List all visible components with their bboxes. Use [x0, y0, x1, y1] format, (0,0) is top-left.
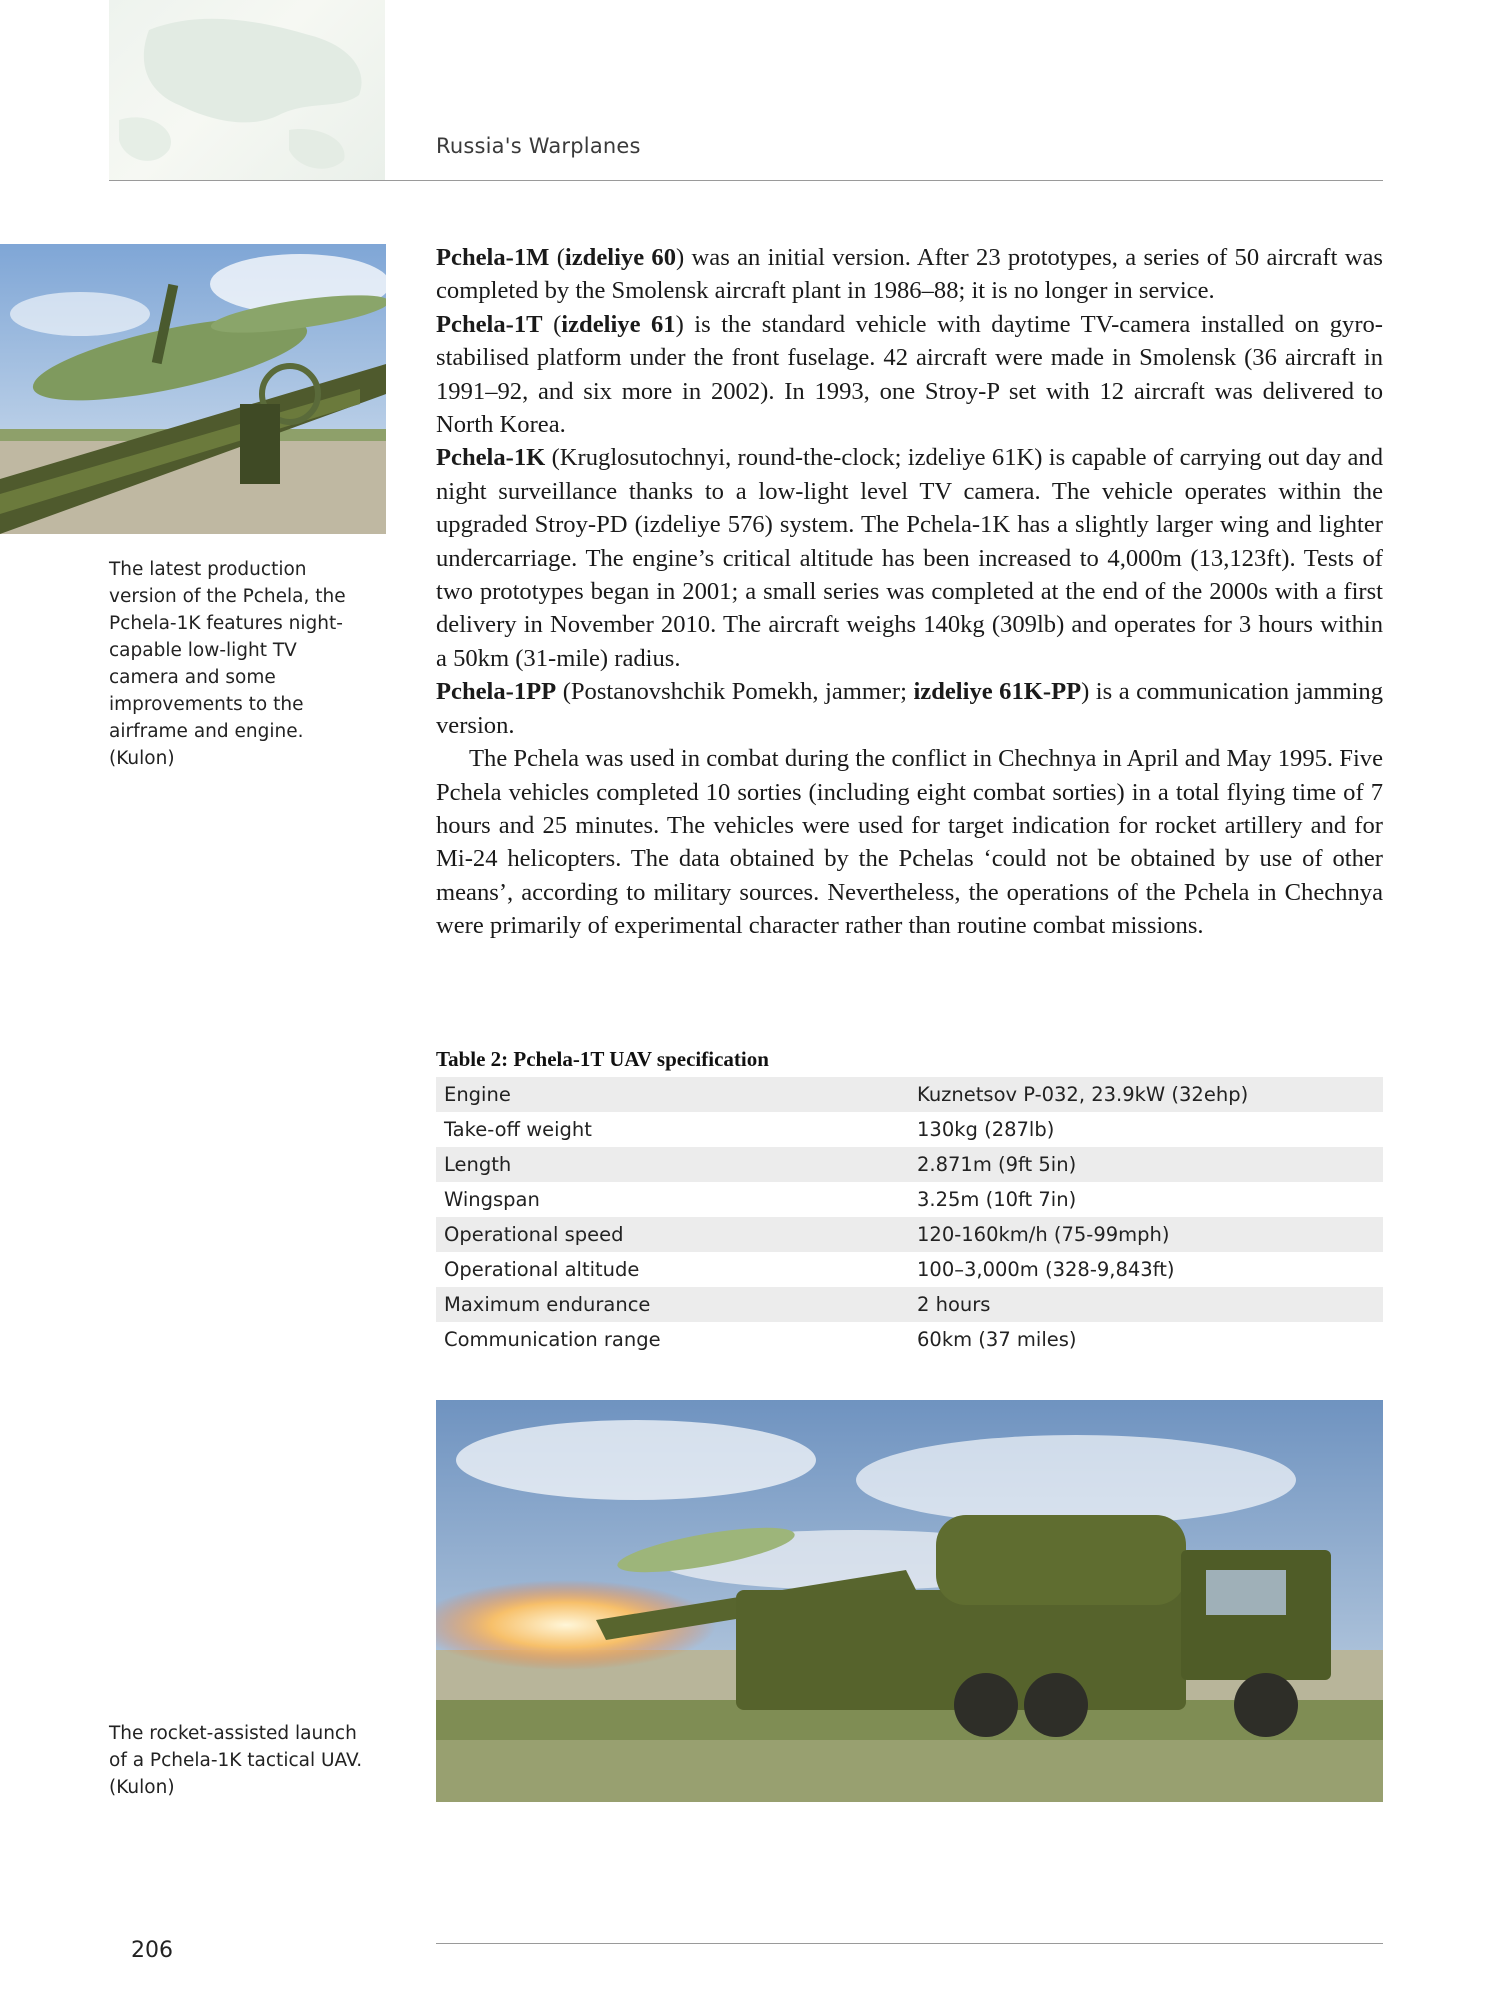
- spec-label: Engine: [436, 1077, 909, 1112]
- paragraph-pchela-1t: Pchela-1T (izdeliye 61) is the standard vehicle with daytime TV-camera installed on gyro-stabilised platform under the front fuselage. 42 aircraft were made in Smolensk (36 aircraft in 1991–92, and six more in 2002). In 1993, one Stroy-P set with 12 aircraft was delivered to North Korea.: [436, 310, 1383, 439]
- variant-name: Pchela-1T: [436, 310, 543, 338]
- table-row: [436, 1322, 1383, 1357]
- spec-label: Operational altitude: [444, 1258, 640, 1281]
- spec-value: 3.25m (10ft 7in): [917, 1188, 1077, 1211]
- spec-value: 100–3,000m (328-9,843ft): [917, 1258, 1175, 1281]
- variant-name: Pchela-1K: [436, 444, 546, 472]
- paragraph-combat-use: The Pchela was used in combat during the conflict in Chechnya in April and May 1995. Five Pchela vehicles completed 10 sorties (including eight combat sorties) in a total flying time of 7 hours and 25 minutes. The vehicles were used for target indication for rocket artillery and for Mi-24 helicopters. The data obtained by the Pchelas ‘could not be obtained by use of other means’, according to military sources. Nevertheless, the operations of the Pchela in Chechnya were primarily of experimental character rather than routine combat missions.: [436, 745, 1383, 940]
- table-row: [436, 1252, 1383, 1287]
- spec-table: [436, 1077, 1383, 1357]
- spec-value: Kuznetsov P-032, 23.9kW (32ehp): [909, 1077, 1383, 1112]
- photo-credit: (Kulon): [109, 748, 175, 769]
- caption-text: The rocket-assisted launch of a Pchela-1K tactical UAV.: [109, 1723, 363, 1771]
- header-map-background: [109, 0, 385, 180]
- photo-credit: (Kulon): [109, 1777, 175, 1798]
- designation: izdeliye 61: [561, 310, 676, 338]
- body-text: [436, 241, 1383, 943]
- spec-value: 2 hours: [909, 1287, 1383, 1322]
- map-graphic: [109, 0, 385, 180]
- photo-rocket-assisted-launch: [436, 1400, 1383, 1802]
- spec-value: 2.871m (9ft 5in): [909, 1147, 1383, 1182]
- table-row: [436, 1217, 1383, 1252]
- header-divider: [109, 180, 1383, 181]
- page-number: 206: [131, 1938, 173, 1963]
- variant-name: Pchela-1M: [436, 244, 550, 271]
- spec-label: Maximum endurance: [436, 1287, 909, 1322]
- spec-label: Take-off weight: [444, 1118, 592, 1141]
- photo-caption-top: [109, 556, 371, 772]
- paragraph-pchela-1pp: Pchela-1PP (Postanovshchik Pomekh, jammer; izdeliye 61K-PP) is a communication jamming version.: [436, 678, 1384, 739]
- spec-value: 120-160km/h (75-99mph): [909, 1217, 1383, 1252]
- caption-text: The latest production version of the Pchela, the Pchela-1K features night-capable low-light TV camera and some improvements to the airframe and engine.: [109, 559, 346, 742]
- spec-label: Wingspan: [444, 1188, 540, 1211]
- variant-name: Pchela-1PP: [436, 678, 557, 706]
- spec-label: Communication range: [444, 1328, 661, 1351]
- spec-label: Operational speed: [436, 1217, 909, 1252]
- photo-pchela-1k-on-launcher: [0, 244, 386, 534]
- paragraph-pchela-1m: Pchela-1M (izdeliye 60) was an initial version. After 23 prototypes, a series of 50 aircraft was completed by the Smolensk aircraft plant in 1986–88; it is no longer in service.: [436, 244, 1384, 305]
- footer-divider: [436, 1943, 1383, 1944]
- designation: izdeliye 61K-PP: [913, 678, 1082, 706]
- table-row: [436, 1182, 1383, 1217]
- running-title: Russia's Warplanes: [436, 134, 641, 158]
- photo-caption-bottom: [109, 1720, 379, 1801]
- spec-label: Length: [436, 1147, 909, 1182]
- table-row: [436, 1287, 1383, 1322]
- spec-value: 60km (37 miles): [917, 1328, 1077, 1351]
- table-row: [436, 1112, 1383, 1147]
- table-title: Table 2: Pchela-1T UAV specification: [436, 1047, 769, 1071]
- table-row: [436, 1077, 1383, 1112]
- designation: izdeliye 60: [564, 244, 677, 271]
- paragraph-pchela-1k: Pchela-1K (Kruglosutochnyi, round-the-clock; izdeliye 61K) is capable of carrying out day and night surveillance thanks to a low-light level TV camera. The vehicle operates within the upgraded Stroy-PD (izdeliye 576) system. The Pchela-1K has a slightly larger wing and lighter undercarriage. The engine’s critical altitude has been increased to 4,000m (13,123ft). Tests of two prototypes began in 2001; a small series was completed at the end of the 2000s with a first delivery in November 2010. The aircraft weighs 140kg (309lb) and operates for 3 hours within a 50km (31-mile) radius.: [436, 444, 1383, 672]
- spec-value: 130kg (287lb): [917, 1118, 1055, 1141]
- table-row: [436, 1147, 1383, 1182]
